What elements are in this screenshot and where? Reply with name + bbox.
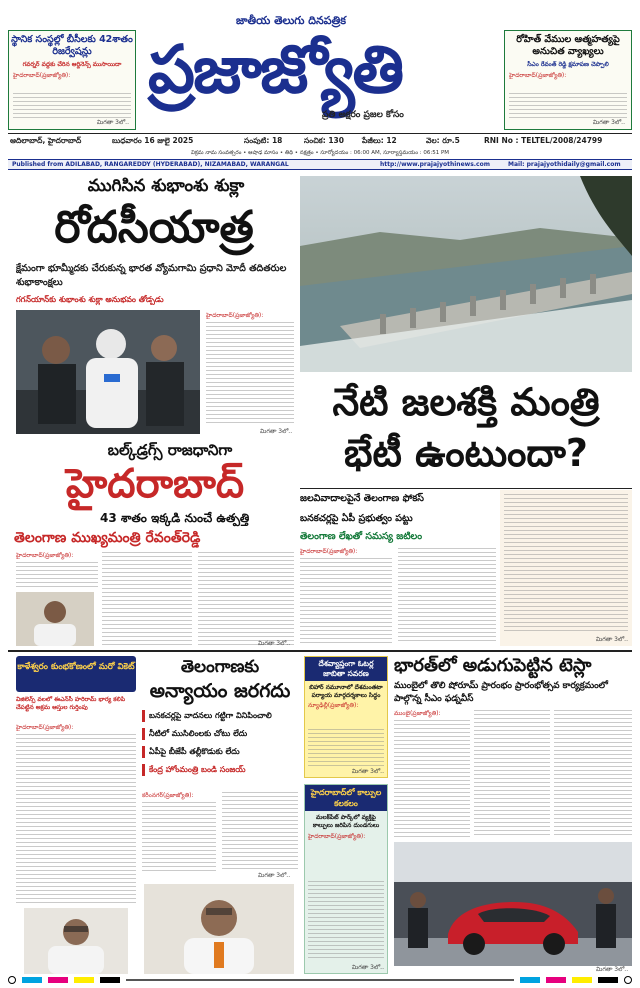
right-ear-box [504, 30, 632, 130]
injustice-dateline: కరీంనగర్(ప్రజాజ్యోతి): [142, 792, 194, 799]
shubhanshu-tag: గగన్‌యాన్‌కు శుభాంశు శుక్లా అనుభవం తోడ్పడు [16, 295, 164, 304]
skill-survey-deck: బిహార్ నమూనాలో దేశమంతటా పర్యాయ మార్గదర్శకాలు సిద్ధం [309, 684, 383, 700]
hyderabad-more[interactable]: మిగతా 3లో.. [258, 640, 291, 647]
hyderabad-headline[interactable]: హైదరాబాద్ [65, 461, 245, 507]
kaleshwaram-dateline: హైదరాబాద్(ప్రజాజ్యోతి): [16, 724, 74, 731]
color-swatch [520, 977, 540, 983]
jalashakti-highlight [500, 490, 632, 646]
injustice-bullet: నీటిలో ముసిలింలకు చోటు లేదు [142, 728, 298, 740]
mid-divider [8, 650, 632, 652]
skill-survey-more[interactable]: మిగతా 3లో.. [351, 767, 384, 775]
color-swatch [572, 977, 592, 983]
hyderabad-deck: 43 శాతం ఇక్కడి నుంచే ఉత్పత్తి [100, 511, 250, 525]
injustice-bullet: బనకచర్లపై వాదనలు గట్టిగా వినిపించాలి [142, 710, 298, 722]
tesla-headline[interactable]: భారత్‌లో అడుగుపెట్టిన టెస్లా [394, 655, 592, 676]
left-ear-body [13, 93, 131, 119]
kaleshwaram-box [16, 656, 136, 974]
tesla-body-3 [554, 710, 632, 838]
astronaut-photo [16, 310, 200, 434]
bandi-sanjay-portrait [144, 884, 294, 974]
injustice-more[interactable]: మిగతా 3లో.. [258, 872, 291, 879]
masthead-pages: పేజీలు: 12 [362, 136, 397, 145]
tesla-car-illustration [394, 842, 632, 966]
right-ear-more[interactable]: మిగతా 3లో.. [592, 118, 625, 126]
masthead-infoline: విక్రమ నామ సంవత్సరం • ఆషాఢ మాసం • తిథి • నక్షత్రం • సూర్యోదయం : 06:00 AM, సూర్యాస్తమయం : 06:51 PM [190, 150, 450, 156]
bandi-sanjay-photo [144, 884, 294, 974]
jalashakti-headline-2[interactable]: భేటీ ఉంటుందా? [344, 431, 588, 475]
color-swatch [22, 977, 42, 983]
shubhanshu-dateline: హైదరాబాద్(ప్రజాజ్యోతి): [206, 312, 264, 319]
shubhanshu-body [206, 322, 294, 426]
footer-color-bar [8, 976, 632, 984]
hyd-firing-deck: మలక్‌పేట్ పార్క్‌లో వ్యక్తిపై కాల్పులు జరిపిన దుండగులు [312, 814, 380, 830]
shubhanshu-headline[interactable]: రోదసీయాత్ర [54, 202, 254, 253]
masthead-title: ప్రజాజ్యోతి [148, 31, 403, 108]
hyd-firing-dateline: హైదరాబాద్(ప్రజాజ్యోతి): [308, 833, 366, 841]
tesla-deck: ముంబైలో తొలి షోరూమ్ ప్రారంభం ప్రారంభోత్సవ కార్యక్రమంలో పాల్గొన్న సీఎం ఫడ్నవీస్ [394, 681, 608, 704]
skill-survey-dateline: న్యూఢిల్లీ(ప్రజాజ్యోతి): [308, 702, 359, 710]
jalashakti-rule [300, 488, 632, 489]
tesla-dateline: ముంబై(ప్రజాజ్యోతి): [394, 710, 441, 717]
injustice-headline-2[interactable]: అన్యాయం జరగదు [149, 680, 291, 702]
masthead-dateline [8, 135, 632, 147]
injustice-headline-1[interactable]: తెలంగాణకు [180, 657, 260, 677]
masthead-web[interactable]: http://www.prajajyothinews.com [380, 161, 490, 168]
masthead-published: Published from ADILABAD, RANGAREDDY (HYDERABAD), NIZAMABAD, WARANGAL [12, 161, 289, 168]
registration-mark [624, 976, 632, 984]
jalashakti-body-1 [300, 558, 392, 644]
shubhanshu-deck: క్షేమంగా భూమ్మీదకు చేరుకున్న భారత వ్యోమగామి ప్రధాని మోదీ తదితరుల శుభాకాంక్షలు [16, 263, 287, 288]
jalashakti-sub-3: తెలంగాణ లేఖతో సమస్య జటిలం [300, 531, 423, 542]
masthead-rule-top [8, 133, 632, 134]
hyderabad-body-left [16, 562, 98, 590]
injustice-bullet: ఏపీపై బీజేపీ తల్లీకొడుకు లేదు [142, 746, 298, 758]
color-swatch [74, 977, 94, 983]
hyd-firing-title[interactable]: హైదరాబాద్‌లో కాల్పుల కలకలం [310, 788, 382, 808]
masthead-published-bar [8, 159, 632, 170]
jalashakti-highlight-body [504, 494, 628, 632]
injustice-bullet: కేంద్ర హోంమంత్రి బండి సంజయ్ [142, 764, 298, 776]
shubhanshu-kicker: ముగిసిన శుభాంశు శుక్లా [87, 176, 245, 196]
masthead-place: ఆదిలాబాద్, హైదరాబాద్ [10, 136, 82, 145]
masthead-date: బుధవారం 16 జులై 2025 [112, 136, 194, 145]
injustice-bullets [142, 710, 298, 776]
hyd-firing-title-bar [305, 785, 387, 811]
hyderabad-body-mid [102, 552, 192, 646]
jalashakti-dateline: హైదరాబాద్(ప్రజాజ్యోతి): [300, 548, 358, 555]
jalashakti-more[interactable]: మిగతా 3లో.. [595, 635, 628, 643]
revanth-photo [16, 592, 94, 646]
skill-survey-title-bar [305, 657, 387, 681]
masthead-tagline: జాతీయ తెలుగు దినపత్రిక [236, 14, 346, 27]
masthead-mail[interactable]: Mail: prajajyothidaily@gmail.com [508, 161, 621, 168]
tesla-body-2 [474, 710, 550, 838]
tesla-photo [394, 842, 632, 966]
masthead-rni: RNI No : TELTEL/2008/24799 [484, 136, 603, 145]
dam-photo [300, 176, 632, 372]
kaleshwaram-deck: విజిలెన్స్ వలలో ఈఎన్‌సీ హరిరామ్ భార్య కలిపి చేపట్టిన అక్రమ ఆస్తుల గుర్తింపు [16, 696, 126, 712]
skill-survey-box [304, 656, 388, 778]
color-swatch [48, 977, 68, 983]
masthead-logo [140, 10, 500, 128]
hyd-firing-more[interactable]: మిగతా 3లో.. [351, 963, 384, 971]
kaleshwaram-title-box [16, 656, 136, 692]
skill-survey-body [308, 729, 384, 767]
registration-mark [8, 976, 16, 984]
skill-survey-title[interactable]: దేశవ్యాప్తంగా ఓటర్ల జాబితా సవరణ [318, 659, 374, 678]
astronaut-illustration [16, 310, 200, 434]
dam-illustration [300, 176, 632, 372]
jalashakti-headline-1[interactable]: నేటి జలశక్తి మంత్రి [332, 380, 600, 424]
color-swatch [100, 977, 120, 983]
left-ear-title[interactable]: స్థానిక సంస్థల్లో బీసీలకు 42శాతం రిజర్వేషన్లు [11, 34, 133, 57]
color-swatch [598, 977, 618, 983]
left-ear-dateline: హైదరాబాద్(ప్రజాజ్యోతి): [13, 72, 71, 80]
jalashakti-sub-1: జలవివాదాలపైనే తెలంగాణ ఫోకస్ [300, 493, 424, 504]
shubhanshu-more[interactable]: మిగతా 3లో.. [260, 428, 293, 435]
tesla-body-1 [394, 720, 470, 838]
masthead-volume: సంపుటి: 18 [244, 136, 283, 145]
hyderabad-body-right [198, 552, 294, 646]
kaleshwaram-photo [24, 908, 128, 974]
hyd-firing-box [304, 784, 388, 974]
right-ear-body [509, 93, 627, 119]
hyderabad-kicker: బల్క్‌డ్రగ్స్ రాజధానిగా [107, 441, 233, 459]
left-ear-subtitle: గవర్నర్ వద్దకు చేరిన ఆర్డినెన్స్ ముసాయిదా [22, 61, 122, 68]
right-ear-subtitle: సీఎం రేవంత్ రెడ్డి క్షమాపణ చెప్పాలి [527, 61, 609, 68]
injustice-body-1 [142, 802, 216, 872]
footer-rule [126, 979, 514, 981]
color-swatch [546, 977, 566, 983]
tesla-more[interactable]: మిగతా 3లో.. [596, 966, 629, 973]
revanth-portrait [16, 592, 94, 646]
right-ear-dateline: హైదరాబాద్(ప్రజాజ్యోతి): [509, 72, 567, 80]
masthead-motto: ప్రతి అక్షరం ప్రజల కోసం [322, 110, 404, 120]
hyd-firing-body [308, 881, 384, 961]
injustice-body-2 [222, 792, 298, 872]
jalashakti-body-2 [398, 548, 496, 644]
kaleshwaram-title[interactable]: కాళేశ్వరం కుంభకోణంలో మరో వికెట్ [17, 662, 135, 672]
hyderabad-byline: తెలంగాణ ముఖ్యమంత్రి రేవంత్‌రెడ్డి [14, 530, 201, 546]
masthead-issue: సంచిక: 130 [304, 136, 344, 145]
kaleshwaram-body [16, 734, 136, 904]
left-ear-box [8, 30, 136, 130]
jalashakti-sub-2: బనకచర్లపై ఏపీ ప్రభుత్వం పట్టు [300, 513, 413, 524]
masthead-price: వెల: రూ.5 [426, 136, 460, 145]
kaleshwaram-portrait [24, 908, 128, 974]
left-ear-more[interactable]: మిగతా 3లో.. [96, 118, 129, 126]
hyderabad-dateline: హైదరాబాద్(ప్రజాజ్యోతి): [16, 552, 74, 559]
right-ear-title[interactable]: రోహిత్ వేముల ఆత్మహత్యపై అనుచిత వ్యాఖ్యలు [516, 34, 620, 57]
